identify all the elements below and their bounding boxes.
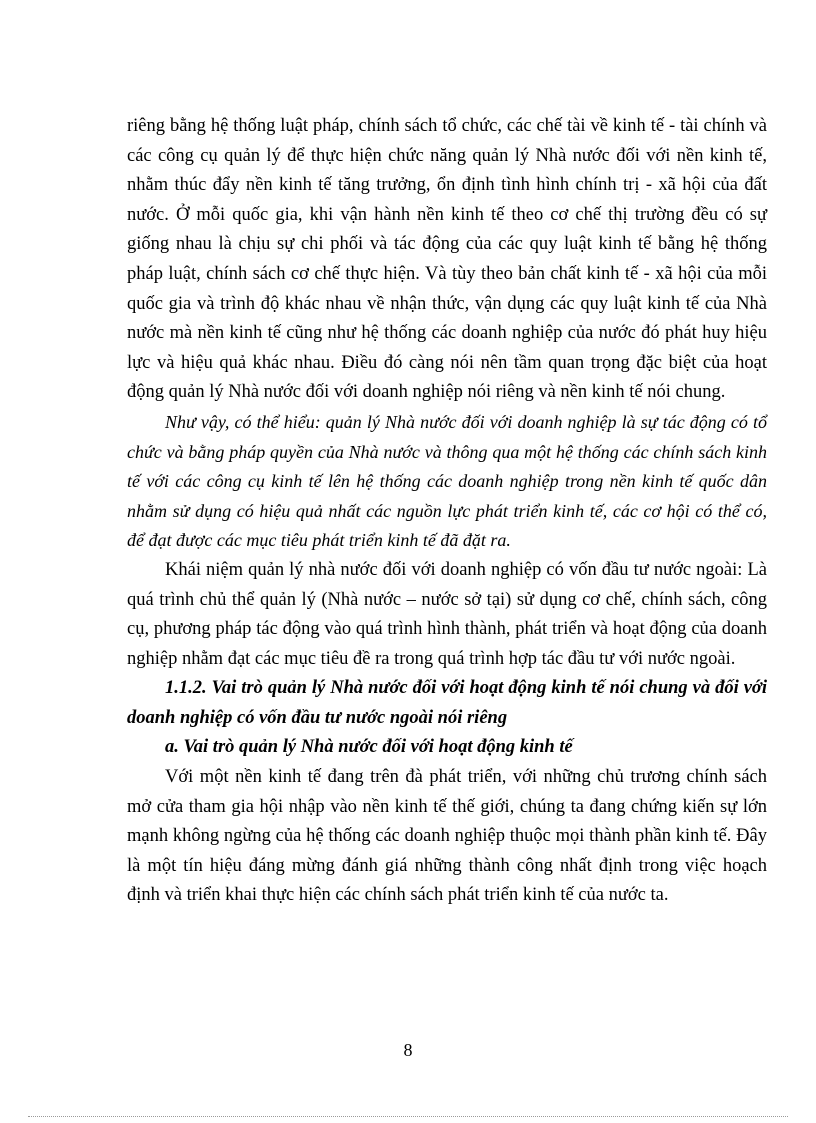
- paragraph-role: Với một nền kinh tế đang trên đà phát triển, với những chủ trương chính sách mở cửa tham gia hội nhập vào nền kinh tế thế giới, chúng ta đang chứng kiến sự lớn mạnh không ngừng của hệ thống các doanh nghiệp thuộc mọi thành phần kinh tế. Đây là một tín hiệu đáng mừng đánh giá những thành công nhất định trong việc hoạch định và triển khai thực hiện các chính sách phát triển kinh tế của nước ta.: [127, 767, 767, 906]
- subsection-heading: a. Vai trò quản lý Nhà nước đối với hoạt động kinh tế: [165, 737, 573, 758]
- page-number: 8: [403, 1040, 413, 1060]
- document-body: [127, 112, 767, 911]
- paragraph-definition: Như vậy, có thể hiểu: quản lý Nhà nước đối với doanh nghiệp là sự tác động có tổ chức và bằng pháp quyền của Nhà nước và thông qua một hệ thống các chính sách kinh tế với các công cụ kinh tế lên hệ thống các doanh nghiệp trong nền kinh tế quốc dân nhằm sử dụng có hiệu quả nhất các nguồn lực phát triển kinh tế, các cơ hội có thể có, để đạt được các mục tiêu phát triển kinh tế đã đặt ra.: [127, 411, 767, 551]
- section-heading: 1.1.2. Vai trò quản lý Nhà nước đối với hoạt động kinh tế nói chung và đối với doanh nghiệp có vốn đầu tư nước ngoài nói riêng: [127, 678, 767, 728]
- paragraph-concept: Khái niệm quản lý nhà nước đối với doanh nghiệp có vốn đầu tư nước ngoài: Là quá trình chủ thể quản lý (Nhà nước – nước sở tại) sử dụng cơ chế, chính sách, công cụ, phương pháp tác động vào quá trình hình thành, phát triển và hoạt động của doanh nghiệp nhằm đạt các mục tiêu đề ra trong quá trình hợp tác đầu tư với nước ngoài.: [127, 559, 767, 669]
- page-bottom-divider: [28, 1116, 788, 1117]
- paragraph-continuation: riêng bằng hệ thống luật pháp, chính sách tổ chức, các chế tài về kinh tế - tài chính và các công cụ quản lý để thực hiện chức năng quản lý Nhà nước đối với nền kinh tế, nhằm thúc đẩy nền kinh tế tăng trưởng, ổn định tình hình chính trị - xã hội của đất nước. Ở mỗi quốc gia, khi vận hành nền kinh tế theo cơ chế thị trường đều có sự giống nhau là chịu sự chi phối và tác động của các quy luật kinh tế bằng hệ thống pháp luật, chính sách cơ chế thực hiện. Và tùy theo bản chất kinh tế - xã hội của mỗi quốc gia và trình độ khác nhau về nhận thức, vận dụng các quy luật kinh tế của Nhà nước mà nền kinh tế cũng như hệ thống các doanh nghiệp của nước đó phát huy hiệu lực và hiệu quả khác nhau. Điều đó càng nói nên tầm quan trọng đặc biệt của hoạt động quản lý Nhà nước đối với doanh nghiệp nói riêng và nền kinh tế nói chung.: [127, 116, 767, 403]
